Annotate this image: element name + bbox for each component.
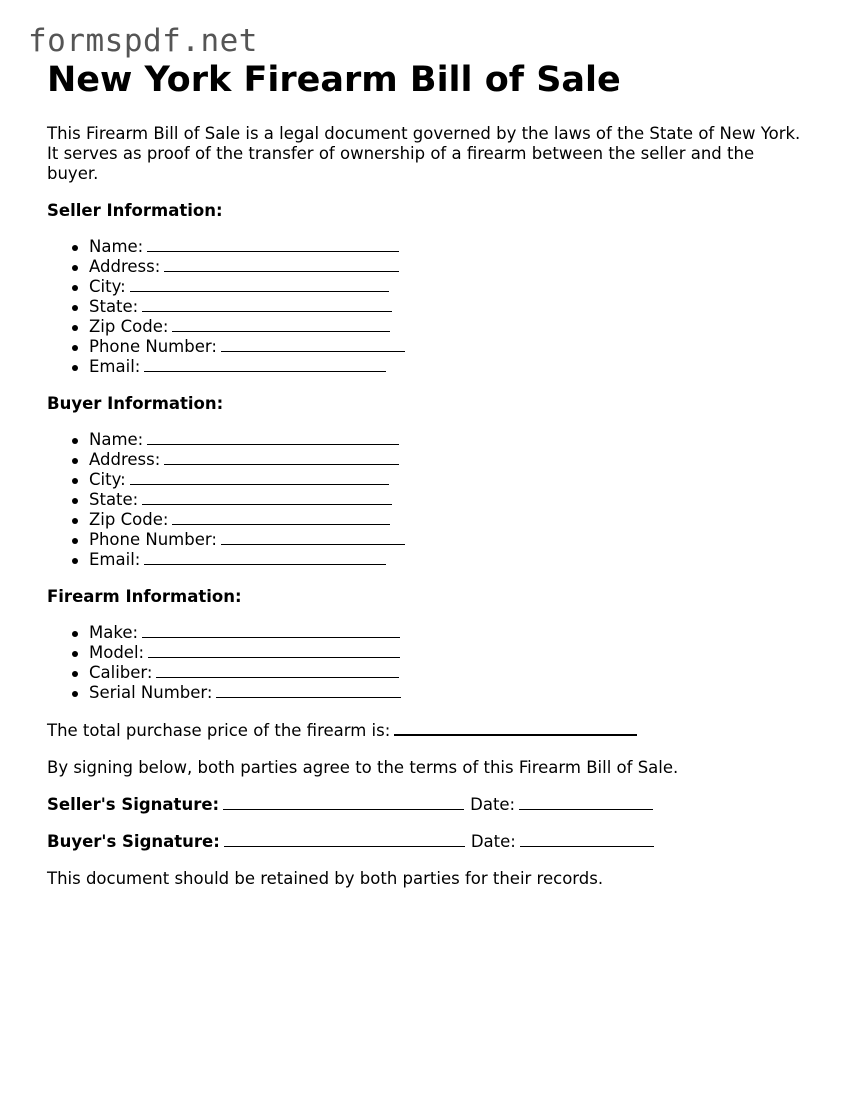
seller-signature-label: Seller's Signature: <box>47 795 220 814</box>
firearm-fields <box>47 623 807 703</box>
price-blank[interactable] <box>394 720 637 736</box>
buyer-city-blank[interactable] <box>130 470 389 485</box>
buyer-city-item <box>47 470 807 490</box>
seller-zip-blank[interactable] <box>172 317 390 332</box>
field-label: Zip Code: <box>89 317 169 336</box>
buyer-name-blank[interactable] <box>147 430 399 445</box>
field-label: Model: <box>89 643 145 662</box>
firearm-caliber-blank[interactable] <box>156 663 399 678</box>
field-label: Email: <box>89 357 141 376</box>
firearm-caliber-item <box>47 663 807 683</box>
field-label: City: <box>89 470 126 489</box>
seller-phone-blank[interactable] <box>221 337 405 352</box>
buyer-name-item <box>47 430 807 450</box>
seller-address-item <box>47 257 807 277</box>
field-label: Email: <box>89 550 141 569</box>
buyer-state-blank[interactable] <box>142 490 392 505</box>
seller-fields <box>47 237 807 377</box>
seller-signature-line <box>47 795 807 815</box>
firearm-serial-item <box>47 683 807 703</box>
field-label: Address: <box>89 450 161 469</box>
field-label: Name: <box>89 237 144 256</box>
closing-paragraph: This document should be retained by both parties for their records. <box>47 869 604 888</box>
firearm-model-blank[interactable] <box>148 643 400 658</box>
seller-city-blank[interactable] <box>130 277 389 292</box>
seller-city-item <box>47 277 807 297</box>
buyer-heading: Buyer Information: <box>47 394 224 413</box>
firearm-heading: Firearm Information: <box>47 587 242 606</box>
seller-state-item <box>47 297 807 317</box>
field-label: City: <box>89 277 126 296</box>
seller-email-item <box>47 357 807 377</box>
seller-name-blank[interactable] <box>147 237 399 252</box>
buyer-signature-line <box>47 832 807 852</box>
buyer-address-item <box>47 450 807 470</box>
firearm-model-item <box>47 643 807 663</box>
field-label: Caliber: <box>89 663 153 682</box>
field-label: State: <box>89 297 139 316</box>
buyer-address-blank[interactable] <box>164 450 399 465</box>
seller-phone-item <box>47 337 807 357</box>
price-label: The total purchase price of the firearm is: <box>47 721 391 740</box>
field-label: Phone Number: <box>89 337 217 356</box>
buyer-fields <box>47 430 807 570</box>
buyer-signature-label: Buyer's Signature: <box>47 832 220 851</box>
seller-zip-item <box>47 317 807 337</box>
buyer-phone-item <box>47 530 807 550</box>
field-label: Phone Number: <box>89 530 217 549</box>
field-label: Address: <box>89 257 161 276</box>
price-line <box>47 720 807 741</box>
firearm-serial-blank[interactable] <box>216 683 401 698</box>
buyer-signature-blank[interactable] <box>224 832 465 847</box>
buyer-zip-item <box>47 510 807 530</box>
buyer-email-blank[interactable] <box>144 550 386 565</box>
field-label: Name: <box>89 430 144 449</box>
agreement-paragraph: By signing below, both parties agree to the terms of this Firearm Bill of Sale. <box>47 758 679 777</box>
buyer-zip-blank[interactable] <box>172 510 390 525</box>
buyer-date-blank[interactable] <box>520 832 654 847</box>
watermark: formspdf.net <box>28 23 258 59</box>
buyer-phone-blank[interactable] <box>221 530 405 545</box>
seller-date-label: Date: <box>470 795 516 814</box>
field-label: State: <box>89 490 139 509</box>
page-title: New York Firearm Bill of Sale <box>47 60 621 100</box>
seller-state-blank[interactable] <box>142 297 392 312</box>
seller-date-blank[interactable] <box>519 795 653 810</box>
buyer-date-label: Date: <box>470 832 516 851</box>
seller-heading: Seller Information: <box>47 201 223 220</box>
field-label: Serial Number: <box>89 683 213 702</box>
seller-address-blank[interactable] <box>164 257 399 272</box>
document-body <box>47 58 807 889</box>
buyer-email-item <box>47 550 807 570</box>
seller-name-item <box>47 237 807 257</box>
seller-signature-blank[interactable] <box>223 795 464 810</box>
firearm-make-item <box>47 623 807 643</box>
field-label: Make: <box>89 623 139 642</box>
seller-email-blank[interactable] <box>144 357 386 372</box>
firearm-make-blank[interactable] <box>142 623 400 638</box>
buyer-state-item <box>47 490 807 510</box>
intro-paragraph: This Firearm Bill of Sale is a legal document governed by the laws of the State of New York. It serves as proof of the transfer of ownership of a firearm between the seller and the buyer. <box>47 124 801 183</box>
field-label: Zip Code: <box>89 510 169 529</box>
